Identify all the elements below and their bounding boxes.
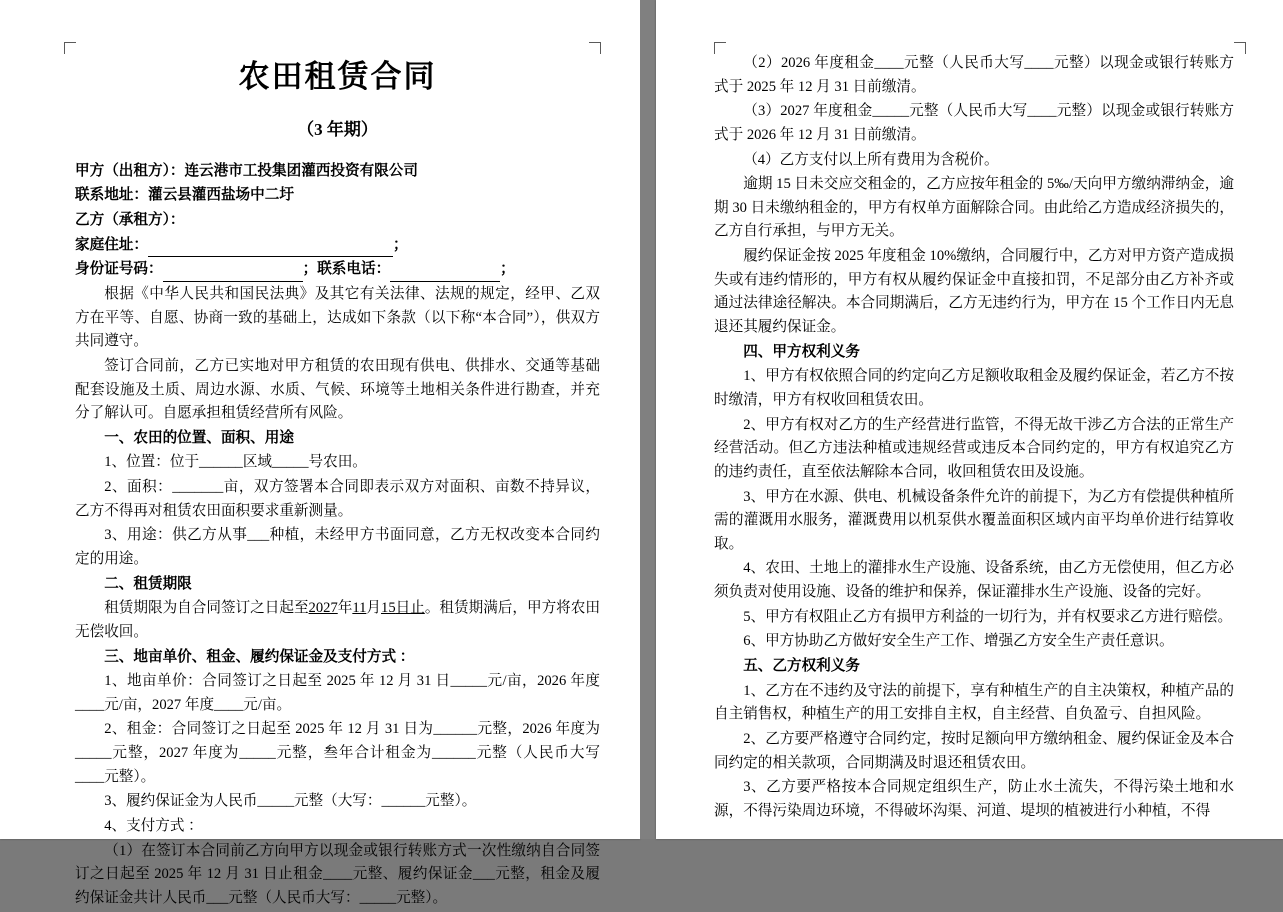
page-subtitle: （3 年期） bbox=[297, 120, 378, 140]
party-a-label: 甲方（出租方）： bbox=[75, 162, 185, 179]
contact-address-label: 联系地址： bbox=[75, 187, 148, 204]
contact-address-value: 灌云县灌西盐场中二圩 bbox=[147, 187, 294, 204]
section-4-item-1: 1、甲方有权依照合同的约定向乙方足额收取租金及履约保证金，若乙方不按时缴清，甲方有权收回租赁农田。 bbox=[714, 368, 1234, 408]
section-2-body-pre: 租赁期限为自合同签订之日起至 bbox=[104, 600, 309, 617]
section-3-item-1: 1、地亩单价：合同签订之日起至 2025 年 12 月 31 日_____元/亩，2026 年度____元/亩，2027 年度____元/亩。 bbox=[75, 673, 600, 713]
phone-blank bbox=[390, 266, 500, 282]
right-item-3: （4）乙方支付以上所有费用为含税价。 bbox=[743, 151, 999, 168]
section-5-item-3: 3、乙方要严格按本合同规定组织生产，防止水土流失，不得污染土地和水源，不得污染周边环境，不得破坏沟渠、河道、堤坝的植被进行小种植，不得 bbox=[714, 779, 1234, 819]
party-b-line bbox=[75, 209, 600, 233]
page-2-content bbox=[714, 52, 1234, 825]
section-2-body bbox=[75, 597, 600, 644]
section-4-item-5: 5、甲方有权阻止乙方有损甲方利益的一切行为，并有权要求乙方进行赔偿。 bbox=[743, 608, 1233, 625]
section-2-month-unit: 月 bbox=[366, 600, 382, 617]
section-1-item-2: 2、面积：_______亩，双方签署本合同即表示双方对面积、亩数不持异议，乙方不得再对租赁农田面积要求重新测量。 bbox=[75, 479, 600, 519]
section-5-title: 五、乙方权利义务 bbox=[743, 658, 860, 675]
page-title: 农田租赁合同 bbox=[238, 59, 437, 94]
section-5-item-2: 2、乙方要严格遵守合同约定，按时足额向甲方缴纳租金、履约保证金及本合同约定的相关款项，合同期满及时退还租赁农田。 bbox=[714, 730, 1234, 771]
section-3-item-4: 4、支付方式 ： bbox=[104, 818, 203, 835]
section-3-item-2: 2、租金：合同签订之日起至 2025 年 12 月 31 日为______元整，2026 年度为_____元整，2027 年度为_____元整，叁年合计租金为______元整（人民币大写____元整）。 bbox=[75, 721, 600, 785]
intro-paragraph-1: 根据《中华人民共和国民法典》及其它有关法律、法规的规定，经甲、乙双方在平等、自愿、协商一致的基础上，达成如下条款（以下称“本合同”），供双方共同遵守。 bbox=[75, 285, 600, 350]
document-page-1 bbox=[0, 0, 640, 906]
section-3-item-3: 3、履约保证金为人民币_____元整（大写：______元整）。 bbox=[104, 793, 477, 810]
intro-paragraph-2: 签订合同前，乙方已实地对甲方租赁的农田现有供电、供排水、交通等基础配套设施及土质、周边水源、水质、气候、环境等土地相关条件进行勘查，并充分了解认可。自愿承担租赁经营所有风险。 bbox=[75, 357, 600, 422]
right-item-2: （3）2027 年度租金_____元整（人民币大写____元整）以现金或银行转账方式于 2026 年 12 月 31 日前缴清。 bbox=[714, 103, 1234, 143]
party-a-value: 连云港市工投集团灌西投资有限公司 bbox=[184, 162, 418, 179]
section-1-item-3: 3、用途：供乙方从事___种植，未经甲方书面同意，乙方无权改变本合同约定的用途。 bbox=[75, 527, 600, 567]
id-label: 身份证号码： bbox=[75, 261, 163, 278]
party-b-label: 乙方（承租方）： bbox=[75, 212, 185, 229]
section-2-day-unit: 日止 bbox=[395, 600, 425, 617]
contact-address-line bbox=[75, 184, 600, 208]
section-3-title: 三、地亩单价、租金、履约保证金及支付方式 ： bbox=[104, 648, 415, 665]
right-item-1: （2）2026 年度租金____元整（人民币大写____元整）以现金或银行转账方式于 2025 年 12 月 31 日前缴清。 bbox=[714, 55, 1234, 95]
section-2-year-unit: 年 bbox=[337, 600, 353, 617]
section-3-item-5: （1）在签订本合同前乙方向甲方以现金或银行转账方式一次性缴纳自合同签订之日起至 2025 年 12 月 31 日止租金____元整、履约保证金___元整，租金及履约保证金共计人民币___元整（人民币大写：_____元整）。 bbox=[75, 842, 600, 906]
section-1-title: 一、农田的位置、面积、用途 bbox=[104, 429, 294, 446]
section-5-item-1: 1、乙方在不违约及守法的前提下，享有种植生产的自主决策权，种植产品的自主销售权，种植生产的用工安排自主权，自主经营、自负盈亏、自担风险。 bbox=[714, 682, 1234, 723]
id-blank bbox=[163, 266, 303, 282]
section-1-item-1: 1、位置：位于______区域_____号农田。 bbox=[104, 454, 367, 471]
phone-label: 联系电话： bbox=[317, 261, 391, 278]
section-4-item-4: 4、农田、土地上的灌排水生产设施、设备系统，由乙方无偿使用，但乙方必须负责对使用设施、设备的维护和保养，保证灌排水生产设施、设备的完好。 bbox=[714, 560, 1234, 601]
section-4-title: 四、甲方权利义务 bbox=[743, 343, 860, 360]
party-a-line bbox=[75, 160, 600, 184]
crop-mark-top-right-2 bbox=[1234, 42, 1246, 54]
id-phone-line: 身份证号码： ；联系电话： ； bbox=[75, 258, 600, 282]
home-address-label: 家庭住址： bbox=[75, 236, 148, 253]
section-2-day: 15 bbox=[381, 600, 396, 617]
home-address-line: 家庭住址： ； bbox=[75, 234, 600, 258]
document-page-2 bbox=[656, 0, 1283, 839]
home-address-blank bbox=[148, 242, 393, 258]
page-1-content bbox=[75, 52, 600, 912]
section-4-item-2: 2、甲方有权对乙方的生产经营进行监管，不得无故干涉乙方合法的正常生产经营活动。但乙方违法种植或违规经营或违反本合同约定的，甲方有权追究乙方的违约责任，直至依法解除本合同，收回租赁农田及设施。 bbox=[714, 416, 1234, 480]
right-item-4: 逾期 15 日未交应交租金的，乙方应按年租金的 5‰/天向甲方缴纳滞纳金，逾期 30 日未缴纳租金的，甲方有权单方面解除合同。由此给乙方造成经济损失的，乙方自行承担，与甲方无关。 bbox=[714, 176, 1234, 240]
page-gutter bbox=[640, 0, 656, 839]
right-item-5: 履约保证金按 2025 年度租金 10%缴纳，合同履行中，乙方对甲方资产造成损失或有违约情形的，甲方有权从履约保证金中直接扣罚，不足部分由乙方补齐或通过法律途径解决。本合同期满后，乙方无违约行为，甲方在 15 个工作日内无息退还其履约保证金。 bbox=[714, 248, 1234, 336]
section-2-body-post: 。租赁期满后，甲方将农田无偿收回。 bbox=[75, 600, 600, 640]
section-4-item-3: 3、甲方在水源、供电、机械设备条件允许的前提下，为乙方有偿提供种植所需的灌溉用水服务，灌溉费用以机泵供水覆盖面积区域内亩平均单价进行结算收取。 bbox=[714, 488, 1234, 552]
section-2-month: 11 bbox=[352, 600, 367, 617]
section-4-item-6: 6、甲方协助乙方做好安全生产工作、增强乙方安全生产责任意识。 bbox=[743, 633, 1174, 650]
section-2-title: 二、租赁期限 bbox=[104, 575, 192, 592]
section-2-year: 2027 bbox=[308, 600, 338, 617]
